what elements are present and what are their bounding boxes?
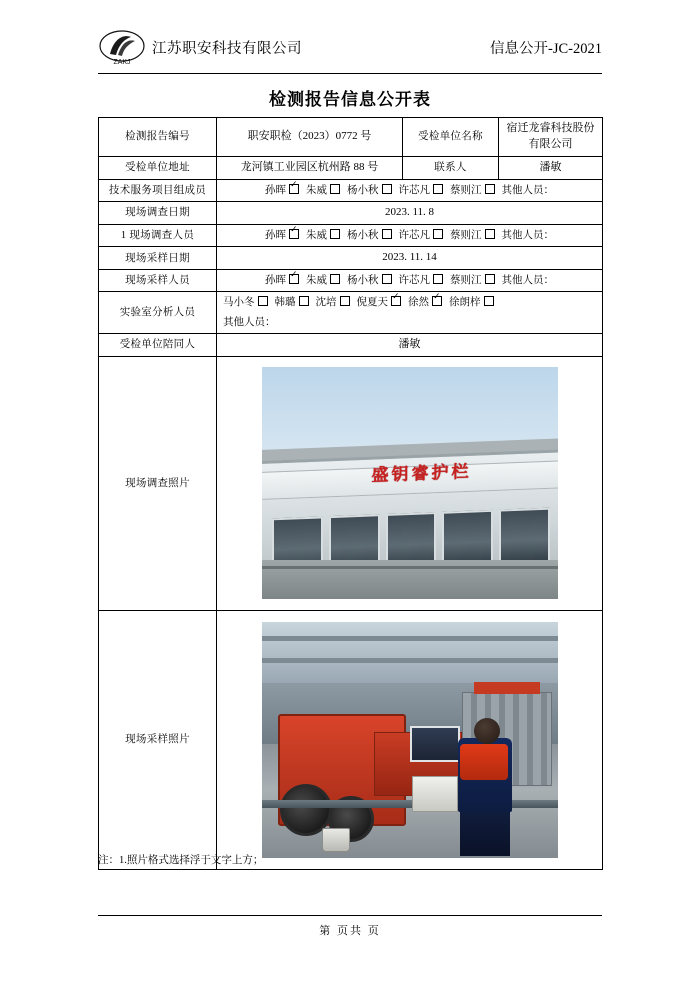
accompany-label: 受检单位陪同人 [99,333,217,356]
checkbox-icon-2[interactable] [382,229,392,239]
staff-name-2: 杨小秋 [347,275,379,287]
checkbox-icon-1[interactable] [330,274,340,284]
survey-date-label: 现场调查日期 [99,202,217,225]
survey-staff-row [217,224,603,246]
other-staff-label: 其他人员： [501,275,554,287]
table-row [99,333,603,356]
doc-code: 信息公开-JC-2021 [490,41,602,57]
staff-name-0: 孙晖 [265,275,286,287]
staff-name-0: 孙晖 [265,184,286,196]
address-value: 龙河镇工业园区杭州路 88 号 [217,156,403,179]
checkbox-icon-4[interactable] [485,229,495,239]
sampling-device [412,776,458,812]
address-label: 受检单位地址 [99,156,217,179]
table-row-photo [99,356,603,610]
checkbox-icon-3[interactable] [433,274,443,284]
other-staff-label: 其他人员： [223,316,276,328]
red-frame [474,682,540,694]
staff-name-3: 许芯凡 [398,275,430,287]
footer-note: 注：1.照片格式选择浮于文字上方； [98,855,264,866]
checkbox-icon-1[interactable] [330,184,340,194]
worker-legs [460,808,510,856]
footer-divider [98,915,602,916]
page-title: 检测报告信息公开表 [269,90,431,109]
checkbox-icon-0[interactable] [289,274,299,284]
floor-rail [262,800,558,808]
lab-staff-row-1 [217,292,602,312]
info-table [98,117,603,870]
survey-photo-label: 现场调查照片 [99,356,217,610]
staff-name-4: 蔡则江 [450,275,482,287]
survey-photo-wrap [221,361,598,606]
staff-name-3: 许芯凡 [398,229,430,241]
sign-char-4: 栏 [451,462,468,482]
checkbox-icon-1[interactable] [330,229,340,239]
workshop-ceiling [262,622,558,683]
lab-staff-row-2 [217,313,602,333]
sampling-photo-label: 现场采样照片 [99,610,217,869]
page-number: 第 页共 页 [319,925,381,937]
sampling-date-value: 2023. 11. 14 [217,247,603,270]
checkbox-icon-4[interactable] [485,184,495,194]
survey-date-value: 2023. 11. 8 [217,202,603,225]
staff-name-2: 杨小秋 [347,184,379,196]
lab-name-1: 韩璐 [274,297,296,309]
ground-region [262,560,558,599]
lab-name-3: 倪夏天 [356,297,388,309]
table-row [99,202,603,225]
sampling-photo-cell [217,610,603,869]
lab-staff-label: 实验室分析人员 [99,292,217,333]
table-row-photo [99,610,603,869]
worker-head [474,718,500,744]
lab-name-4: 徐然 [408,297,429,309]
staff-name-1: 朱威 [306,184,327,196]
survey-staff-label: 1 现场调查人员 [99,224,217,246]
ceiling-beam-2 [262,658,558,663]
bucket [322,828,350,852]
checkbox-icon-2[interactable] [382,274,392,284]
table-row [99,156,603,179]
staff-name-4: 蔡则江 [450,229,482,241]
staff-name-2: 杨小秋 [347,229,379,241]
staff-name-3: 许芯凡 [398,184,430,196]
other-staff-label: 其他人员： [501,184,554,196]
svg-text:ZAKJ: ZAKJ [113,58,131,66]
survey-photo-image [262,367,558,599]
lab-name-0: 马小冬 [223,297,255,309]
table-row [99,118,603,157]
table-row [99,292,603,333]
inspected-unit-label: 受检单位名称 [403,118,499,157]
staff-name-1: 朱威 [306,275,327,287]
checkbox-icon-lab-0[interactable] [258,296,268,306]
lab-name-2: 沈培 [315,297,337,309]
company-name: 江苏职安科技有限公司 [152,41,302,57]
contact-value: 潘敏 [499,156,603,179]
checkbox-icon-0[interactable] [289,229,299,239]
team-members-row [217,179,603,201]
lab-staff-cell [217,292,603,333]
page-header [98,26,602,74]
sampling-photo-image [262,622,558,858]
sign-char-3: 护 [431,462,448,483]
survey-photo-cell [217,356,603,610]
sign-char-2: 睿 [411,463,428,484]
checkbox-icon-2[interactable] [382,184,392,194]
report-no-value: 职安职检（2023）0772 号 [217,118,403,157]
control-screen [410,726,460,762]
worker-vest [460,744,508,780]
staff-name-4: 蔡则江 [450,184,482,196]
sign-char-1: 钥 [391,464,408,485]
table-row [99,270,603,292]
sign-char-0: 盛 [371,465,388,485]
header-left [98,28,302,68]
sampling-staff-row [217,270,603,292]
ceiling-beam-1 [262,636,558,641]
table-row [99,247,603,270]
checkbox-icon-3[interactable] [433,184,443,194]
checkbox-icon-lab-1[interactable] [299,296,309,306]
team-label: 技术服务项目组成员 [99,179,217,201]
checkbox-icon-3[interactable] [433,229,443,239]
report-no-label: 检测报告编号 [99,118,217,157]
staff-name-1: 朱威 [306,229,327,241]
company-logo-icon [98,28,146,68]
checkbox-icon-lab-5[interactable] [484,296,494,306]
inspected-unit-value: 宿迁龙睿科技股份有限公司 [499,118,603,157]
sampling-date-label: 现场采样日期 [99,247,217,270]
sampling-photo-wrap [221,615,598,865]
table-row [99,224,603,246]
checkbox-icon-lab-2[interactable] [340,296,350,306]
table-row [99,179,603,201]
sampling-staff-label: 现场采样人员 [99,270,217,292]
other-staff-label: 其他人员： [501,229,554,241]
staff-name-0: 孙晖 [265,229,286,241]
checkbox-icon-4[interactable] [485,274,495,284]
checkbox-icon-0[interactable] [289,184,299,194]
checkbox-icon-lab-3[interactable] [391,296,401,306]
contact-label: 联系人 [403,156,499,179]
lab-name-5: 徐朗梓 [449,297,481,309]
accompany-value: 潘敏 [217,333,603,356]
checkbox-icon-lab-4[interactable] [432,296,442,306]
